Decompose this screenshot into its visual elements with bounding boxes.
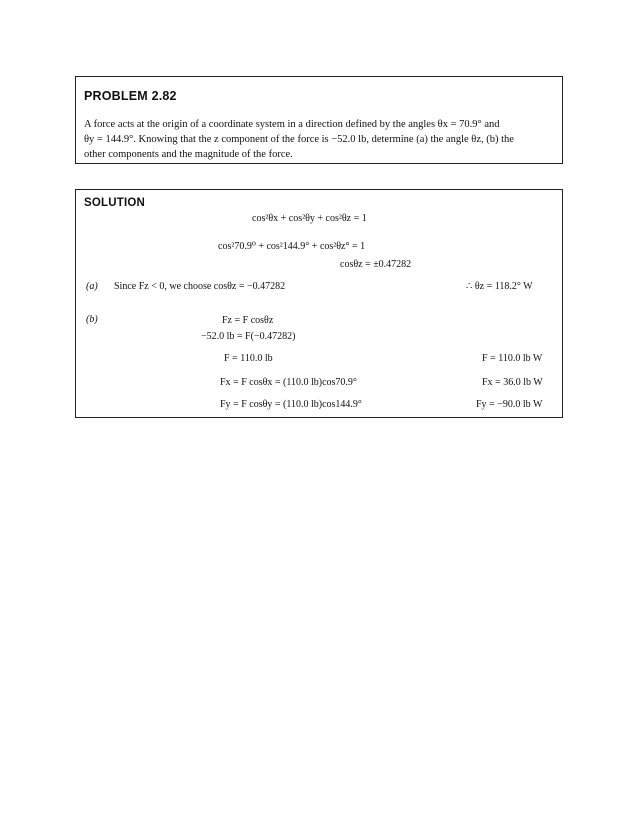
answer-fx: Fx = 36.0 lb W: [482, 377, 543, 388]
problem-line-2: θy = 144.9°. Knowing that the z component of the force is −52.0 lb, determine (a) the angle θz, (b) the: [84, 134, 514, 145]
solution-title: SOLUTION: [84, 197, 146, 209]
problem-box: [75, 76, 563, 164]
equation-direction-cosines: cos²θx + cos²θy + cos²θz = 1: [252, 213, 367, 224]
part-a-answer: ∴ θz = 118.2° W: [466, 281, 533, 292]
solution-box: [75, 189, 563, 418]
equation-fx: Fx = F cosθx = (110.0 lb)cos70.9°: [220, 377, 357, 388]
problem-line-1: A force acts at the origin of a coordinate system in a direction defined by the angles θx = 70.9° and: [84, 119, 500, 130]
part-b-label: (b): [86, 314, 98, 325]
part-a-statement: Since Fz < 0, we choose cosθz = −0.47282: [114, 281, 286, 292]
equation-fz-substituted: −52.0 lb = F(−0.47282): [201, 331, 296, 342]
problem-line-3: other components and the magnitude of the force.: [84, 149, 293, 160]
equation-fz: Fz = F cosθz: [222, 315, 274, 326]
equation-substituted: cos²70.9⁰ + cos²144.9° + cos²θz° = 1: [218, 241, 366, 252]
equation-fy: Fy = F cosθy = (110.0 lb)cos144.9°: [220, 399, 362, 410]
equation-cos-theta-z: cosθz = ±0.47282: [340, 259, 412, 270]
part-a-label: (a): [86, 281, 98, 292]
answer-fy: Fy = −90.0 lb W: [476, 399, 543, 410]
problem-title: PROBLEM 2.82: [84, 89, 177, 103]
problem-statement: [84, 117, 553, 162]
equation-f-magnitude: F = 110.0 lb: [224, 353, 273, 364]
answer-f-magnitude: F = 110.0 lb W: [482, 353, 543, 364]
